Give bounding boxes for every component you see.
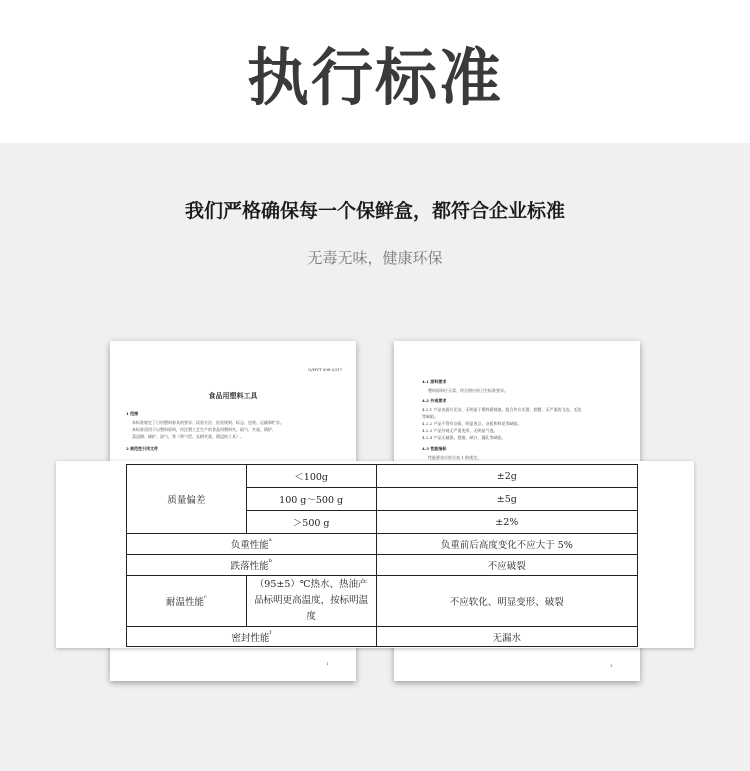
doc-line: 4.2.3 产品外观无严重变形、无明显气泡。 [422, 428, 498, 433]
header-band [0, 0, 750, 143]
spec-sub: （95±5）℃热水、热油产品标明更高温度，按标明温度 [246, 576, 376, 627]
doc-line: 1 范围 [126, 411, 139, 416]
table-row [127, 576, 638, 627]
doc-line: 4.2.4 产品无破损、裂痕、缺口、漏孔等缺陷。 [422, 435, 506, 440]
doc-line: 塑料原料应无毒、符合相应的卫生标准要求。 [428, 388, 508, 393]
doc-line: 等缺陷。 [422, 414, 438, 419]
spec-sub: ＞500 g [246, 511, 376, 534]
doc-line: 本标准适用于以塑料原料，经注塑工艺生产的食品用塑料夹、取勺、夹架、锅铲、 [132, 427, 276, 432]
spec-table-card [56, 461, 694, 648]
spec-label-weight: 质量偏差 [127, 465, 247, 534]
doc-line: 4.2 外观要求 [422, 398, 447, 403]
spec-sub: 100 g～500 g [246, 488, 376, 511]
footnote-mark: b [268, 558, 272, 564]
footnote-mark: c [203, 594, 207, 600]
doc-line: 4.2.1 产品表面应光洁，无明显于塑料精观痕，组合件应光滑、润整，无严重的飞边、毛边 [422, 407, 582, 412]
spec-label-text: 负重性能 [230, 540, 269, 551]
doc-line: 本标准规定了日用塑料容具的要求、试验方法、检验规则、标志、包装、运输和贮存。 [132, 420, 284, 425]
panel-subtitle: 我们严格确保每一个保鲜盒，都符合企业标准 [184, 200, 565, 222]
doc-line: 性能要求应符合表 1 的规定。 [428, 455, 482, 460]
standard-number: Q/HYT 008-2017 [308, 367, 342, 372]
footnote-mark: f [269, 629, 272, 636]
spec-value: 无漏水 [376, 627, 637, 647]
doc-line: 4.1 原料要求 [422, 379, 447, 384]
spec-sub: ＜100g [246, 465, 376, 488]
spec-label-text: 跌落性能 [230, 561, 269, 572]
footnote-mark: a [268, 537, 272, 543]
table-row [127, 555, 638, 576]
doc-line: 菜浸刷、刷护、油勺、等（带勺型、长柄夹架、锅浸的工具）。 [132, 434, 244, 439]
spec-label-text: 密封性能 [231, 632, 270, 644]
table-row [127, 627, 638, 647]
spec-value: ±2g [376, 465, 637, 488]
standard-panel [0, 143, 750, 771]
table-row [127, 534, 638, 555]
doc-line: 2 规范性引用文件 [126, 446, 159, 451]
spec-table [126, 464, 638, 647]
doc-line: 4.3 性能指标 [422, 446, 447, 451]
table-row [127, 465, 638, 488]
page-number: 3 [610, 663, 613, 668]
page-number: 1 [326, 661, 329, 666]
spec-value: ±5g [376, 488, 637, 511]
page-title: 执行标准 [246, 41, 503, 114]
spec-value: 负重前后高度变化不应大于 5% [376, 534, 637, 555]
spec-label-heat [127, 576, 247, 627]
spec-label-text: 耐温性能 [165, 597, 204, 608]
spec-label-drop [127, 555, 377, 576]
spec-value: 不应软化、明显变形、破裂 [376, 576, 637, 627]
doc-line: 4.2.2 产品不得有杂质、明显黑点、杂质和料花等缺陷。 [422, 421, 522, 426]
spec-value: ±2% [376, 511, 637, 534]
spec-label-load [127, 534, 377, 555]
panel-tagline: 无毒无味，健康环保 [307, 249, 443, 267]
spec-label-seal [127, 627, 377, 647]
document-title: 食品用塑料工具 [208, 391, 258, 400]
spec-value: 不应破裂 [376, 555, 637, 576]
